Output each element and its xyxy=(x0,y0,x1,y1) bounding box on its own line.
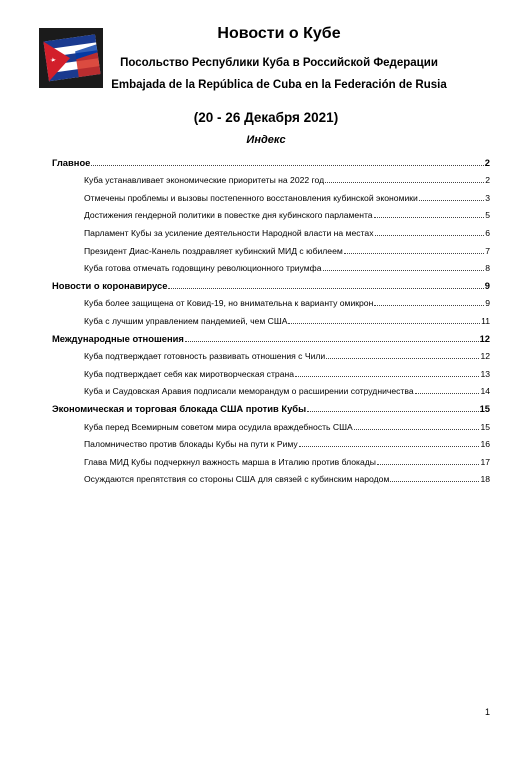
toc-page-number: 12 xyxy=(480,351,490,362)
toc-page-number: 2 xyxy=(484,156,490,168)
toc-page-number: 7 xyxy=(485,245,490,256)
toc-page-number: 17 xyxy=(480,456,490,467)
dot-leader xyxy=(91,165,483,166)
dot-leader xyxy=(344,253,484,254)
toc-item-title: Куба устанавливает экономические приоритеты на 2022 год xyxy=(84,175,325,186)
toc-item-title: Куба готова отмечать годовщину революционного триумфа xyxy=(84,263,322,274)
toc-page-number: 12 xyxy=(479,332,490,344)
dot-leader xyxy=(390,481,479,482)
date-range: (20 - 26 Декабря 2021) xyxy=(193,110,339,125)
toc-item-title: Куба более защищена от Ковид-19, но внимательна к варианту омикрон xyxy=(84,298,374,309)
toc-section-entry[interactable] xyxy=(52,326,490,344)
toc-page-number: 6 xyxy=(485,227,490,238)
toc-item-entry[interactable] xyxy=(52,414,490,432)
toc-page-number: 18 xyxy=(480,474,490,485)
toc-item-entry[interactable] xyxy=(52,379,490,397)
toc-item-entry[interactable] xyxy=(52,203,490,221)
toc-section-entry[interactable] xyxy=(52,150,490,168)
toc-item-title: Президент Диас-Канель поздравляет кубинский МИД с юбилеем xyxy=(84,245,343,256)
toc-item-title: Куба подтверждает себя как миротворческая страна xyxy=(84,368,294,379)
toc-page-number: 15 xyxy=(480,421,490,432)
toc-page-number: 11 xyxy=(481,315,490,326)
dot-leader xyxy=(325,182,484,183)
dot-leader xyxy=(375,235,485,236)
toc-page-number: 14 xyxy=(480,386,490,397)
toc-item-title: Куба с лучшим управлением пандемией, чем США xyxy=(84,315,288,326)
dot-leader xyxy=(354,429,480,430)
dot-leader xyxy=(326,358,479,359)
embassy-name-russian: Посольство Республики Куба в Российской Федерации xyxy=(120,57,438,69)
toc-item-title: Куба перед Всемирным советом мира осудила враждебность США xyxy=(84,421,353,432)
toc-item-title: Достижения гендерной политики в повестке дня кубинского парламента xyxy=(84,210,373,221)
toc-item-entry[interactable] xyxy=(52,308,490,326)
dot-leader xyxy=(323,270,485,271)
toc-section-entry[interactable] xyxy=(52,396,490,414)
toc-item-entry[interactable] xyxy=(52,238,490,256)
embassy-name-spanish: Embajada de la República de Cuba en la Federación de Rusia xyxy=(111,79,447,91)
toc-page-number: 16 xyxy=(480,439,490,450)
dot-leader xyxy=(374,305,484,306)
toc-section-entry[interactable] xyxy=(52,273,490,291)
toc-page-number: 9 xyxy=(484,279,490,291)
toc-section-title: Новости о коронавирусе xyxy=(52,279,168,291)
dot-leader xyxy=(185,341,479,342)
toc-item-entry[interactable] xyxy=(52,344,490,362)
toc-section-title: Экономическая и торговая блокада США против Кубы xyxy=(52,402,307,414)
dot-leader xyxy=(419,200,484,201)
toc-item-entry[interactable] xyxy=(52,432,490,450)
toc-section-title: Международные отношения xyxy=(52,332,184,344)
table-of-contents xyxy=(52,150,490,484)
toc-page-number: 2 xyxy=(485,175,490,186)
dot-leader xyxy=(299,446,480,447)
toc-item-title: Куба и Саудовская Аравия подписали меморандум о расширении сотрудничества xyxy=(84,386,414,397)
toc-page-number: 8 xyxy=(485,263,490,274)
toc-page-number: 9 xyxy=(485,298,490,309)
toc-page-number: 15 xyxy=(479,402,490,414)
toc-item-entry[interactable] xyxy=(52,256,490,274)
page-number: 1 xyxy=(484,707,490,717)
toc-item-title: Глава МИД Кубы подчеркнул важность марша в Италию против блокады xyxy=(84,456,376,467)
toc-item-entry[interactable] xyxy=(52,467,490,485)
toc-page-number: 3 xyxy=(485,192,490,203)
dot-leader xyxy=(168,288,483,289)
toc-page-number: 13 xyxy=(480,368,490,379)
toc-item-title: Отмечены проблемы и вызовы постепенного восстановления кубинской экономики xyxy=(84,192,418,203)
toc-item-entry[interactable] xyxy=(52,168,490,186)
toc-item-entry[interactable] xyxy=(52,291,490,309)
toc-item-entry[interactable] xyxy=(52,185,490,203)
toc-item-title: Паломничество против блокады Кубы на пути к Риму xyxy=(84,439,298,450)
toc-item-title: Осуждаются препятствия со стороны США для связей с кубинским народом xyxy=(84,474,390,485)
toc-page-number: 5 xyxy=(485,210,490,221)
toc-item-title: Куба подтверждает готовность развивать отношения с Чили xyxy=(84,351,326,362)
dot-leader xyxy=(307,411,478,412)
newsletter-title: Новости о Кубе xyxy=(217,25,341,42)
toc-item-entry[interactable] xyxy=(52,449,490,467)
index-heading: Индекс xyxy=(246,134,286,146)
dot-leader xyxy=(288,323,480,324)
dot-leader xyxy=(374,217,485,218)
toc-item-title: Парламент Кубы за усиление деятельности Народной власти на местах xyxy=(84,227,374,238)
toc-item-entry[interactable] xyxy=(52,220,490,238)
toc-item-entry[interactable] xyxy=(52,361,490,379)
dot-leader xyxy=(377,464,479,465)
toc-section-title: Главное xyxy=(52,156,91,168)
dot-leader xyxy=(295,376,479,377)
dot-leader xyxy=(415,393,480,394)
